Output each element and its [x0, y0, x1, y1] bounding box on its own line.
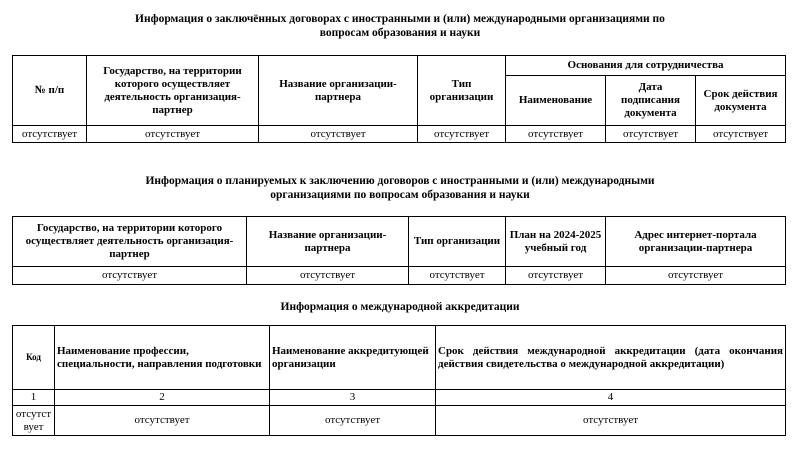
cell: отсутствует — [13, 267, 247, 285]
column-number: 1 — [13, 390, 55, 406]
cell: отсутствует — [418, 126, 506, 143]
header-sign-date: Дата подписания документа — [606, 76, 696, 126]
agreements-table — [12, 55, 786, 143]
table-row — [13, 406, 786, 436]
cell: отсутствует — [506, 126, 606, 143]
cell: отсутствует — [13, 126, 87, 143]
cell: отсутствует — [436, 406, 786, 436]
cell: отсутствует — [259, 126, 418, 143]
header-org-type: Тип организации — [409, 217, 506, 267]
header-accreditation-org: Наименование аккредитующей организации — [270, 326, 436, 390]
header-profession: Наименование профессии, специальности, направления подготовки — [55, 326, 270, 390]
cell: отсутствует — [247, 267, 409, 285]
section1-title-line2: вопросам образования и науки — [319, 27, 481, 39]
header-basis-group: Основания для сотрудничества — [506, 56, 786, 76]
cell: отсутствует — [606, 267, 786, 285]
accreditation-table — [12, 325, 786, 436]
header-basis-name: Наименование — [506, 76, 606, 126]
table-row — [13, 267, 786, 285]
cell: отсутствует — [13, 406, 55, 436]
header-org-type: Тип организации — [418, 56, 506, 126]
header-code: Код — [13, 326, 55, 390]
section3-title — [0, 300, 800, 314]
cell: отсутствует — [506, 267, 606, 285]
cell: отсутствует — [409, 267, 506, 285]
section3-title-text: Информация о международной аккредитации — [280, 301, 520, 313]
cell: отсутствует — [606, 126, 696, 143]
header-org-name: Название организации-партнера — [247, 217, 409, 267]
column-number: 3 — [270, 390, 436, 406]
cell: отсутствует — [270, 406, 436, 436]
header-org-name: Название организации-партнера — [259, 56, 418, 126]
cell: отсутствует — [55, 406, 270, 436]
table-row — [13, 390, 786, 406]
header-accreditation-term: Срок действия международной аккредитации (дата окончания действия свидетельства о международной аккредитации) — [436, 326, 786, 390]
section2-title-line2: организациями по вопросам образования и науки — [270, 189, 530, 201]
section1-title-line1: Информация о заключённых договорах с иностранными и (или) международными организациями по — [135, 13, 665, 25]
header-plan: План на 2024-2025 учебный год — [506, 217, 606, 267]
header-doc-term: Срок действия документа — [696, 76, 786, 126]
planned-agreements-table — [12, 216, 786, 285]
table-row — [13, 126, 786, 143]
column-number: 2 — [55, 390, 270, 406]
column-number: 4 — [436, 390, 786, 406]
section2-title-line1: Информация о планируемых к заключению договоров с иностранными и (или) международными — [145, 175, 655, 187]
section2-title — [0, 174, 800, 202]
header-portal: Адрес интернет-портала организации-партнера — [606, 217, 786, 267]
header-num: № п/п — [13, 56, 87, 126]
cell: отсутствует — [87, 126, 259, 143]
cell: отсутствует — [696, 126, 786, 143]
header-state: Государство, на территории которого осуществляет деятельность организация-партнер — [87, 56, 259, 126]
section1-title — [0, 12, 800, 40]
header-state: Государство, на территории которого осуществляет деятельность организация-партнер — [13, 217, 247, 267]
